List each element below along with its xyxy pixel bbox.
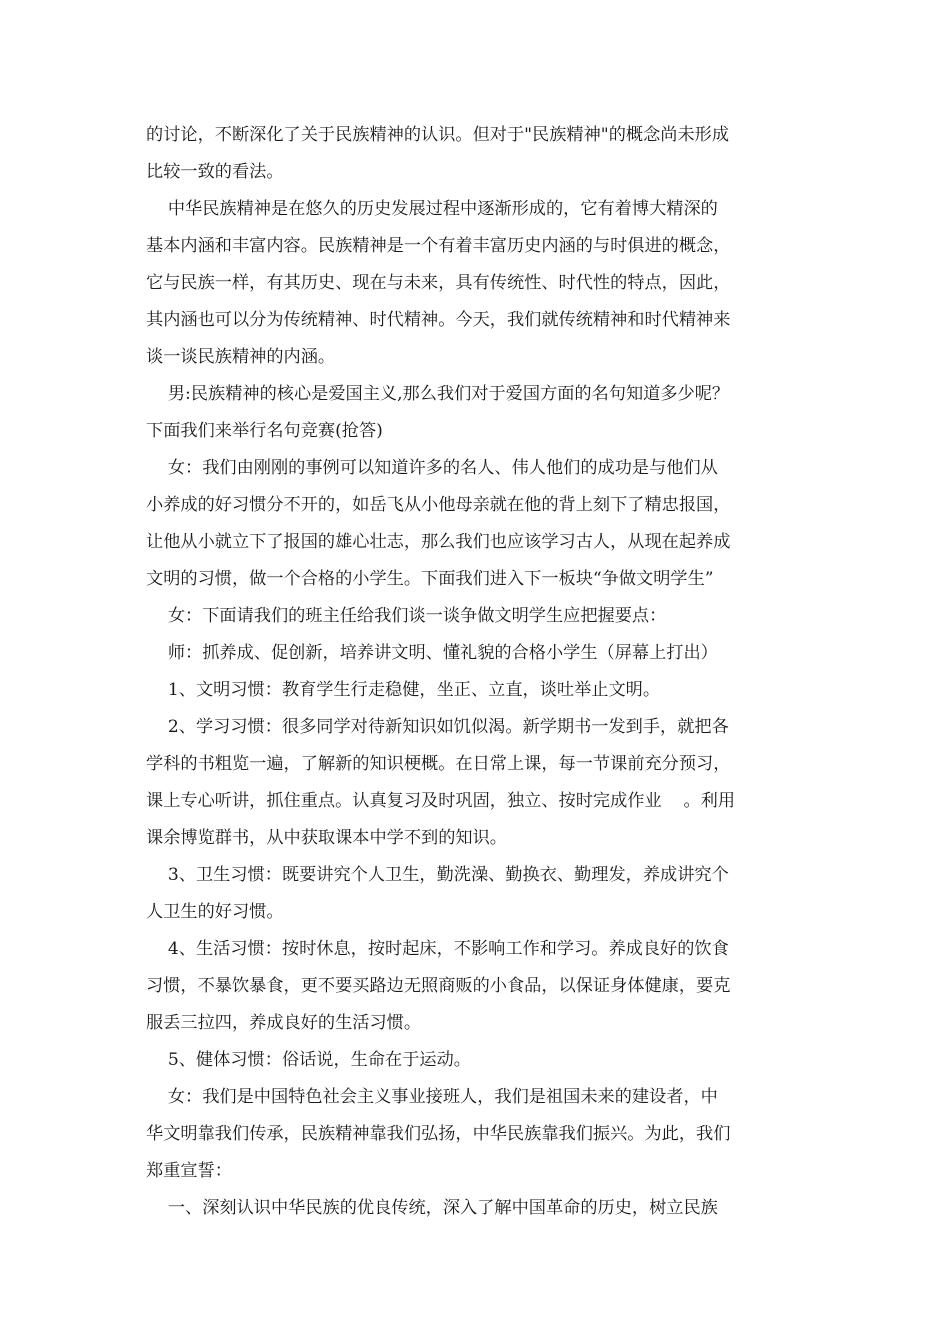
- text-line: 课上专心听讲，抓住重点。认真复习及时巩固，独立、按时完成作业 。利用: [146, 791, 736, 811]
- text-line: 习惯，不暴饮暴食，更不要买路边无照商贩的小食品，以保证身体健康，要克: [146, 976, 731, 996]
- text-line: 的讨论，不断深化了关于民族精神的认识。但对于"民族精神"的概念尚未形成: [146, 125, 730, 145]
- text-line: 3、卫生习惯：既要讲究个人卫生，勤洗澡、勤换衣、勤理发，养成讲究个: [146, 865, 729, 885]
- text-line: 让他从小就立下了报国的雄心壮志，那么我们也应该学习古人，从现在起养成: [146, 532, 731, 552]
- text-line: 基本内涵和丰富内容。民族精神是一个有着丰富历史内涵的与时俱进的概念，: [146, 236, 731, 256]
- text-line: 女：下面请我们的班主任给我们谈一谈争做文明学生应把握要点：: [146, 606, 667, 626]
- text-line: 郑重宣誓：: [146, 1161, 232, 1181]
- text-line: 其内涵也可以分为传统精神、时代精神。今天，我们就传统精神和时代精神来: [146, 310, 731, 330]
- text-line: 2、学习习惯：很多同学对待新知识如饥似渴。新学期书一发到手，就把各: [146, 717, 729, 737]
- text-line: 华文明靠我们传承，民族精神靠我们弘扬，中华民族靠我们振兴。为此，我们: [146, 1124, 731, 1144]
- text-line: 比较一致的看法。: [146, 162, 284, 182]
- text-line: 一、深刻认识中华民族的优良传统，深入了解中国革命的历史，树立民族: [146, 1198, 718, 1218]
- text-line: 1、文明习惯：教育学生行走稳健，坐正、立直，谈吐举止文明。: [146, 680, 661, 700]
- text-line: 男:民族精神的核心是爱国主义,那么我们对于爱国方面的名句知道多少呢？: [146, 384, 730, 404]
- document-body: [146, 117, 836, 1227]
- text-line: 女：我们是中国特色社会主义事业接班人，我们是祖国未来的建设者，中: [146, 1087, 718, 1107]
- text-line: 谈一谈民族精神的内涵。: [146, 347, 336, 367]
- text-line: 中华民族精神是在悠久的历史发展过程中逐渐形成的，它有着博大精深的: [146, 199, 718, 219]
- text-line: 5、健体习惯：俗话说，生命在于运动。: [146, 1050, 471, 1070]
- text-line: 小养成的好习惯分不开的，如岳飞从小他母亲就在他的背上刻下了精忠报国，: [146, 495, 731, 515]
- text-line: 师：抓养成、促创新，培养讲文明、懂礼貌的合格小学生（屏幕上打出）: [146, 643, 718, 663]
- text-line: 人卫生的好习惯。: [146, 902, 284, 922]
- text-line: 课余博览群书，从中获取课本中学不到的知识。: [146, 828, 507, 848]
- text-line: 下面我们来举行名句竞赛(抢答): [146, 421, 383, 441]
- text-line: 学科的书粗览一遍，了解新的知识梗概。在日常上课，每一节课前充分预习，: [146, 754, 731, 774]
- text-line: 文明的习惯，做一个合格的小学生。下面我们进入下一板块“争做文明学生”: [146, 569, 714, 589]
- text-line: 女：我们由刚刚的事例可以知道许多的名人、伟人他们的成功是与他们从: [146, 458, 718, 478]
- text-line: 服丢三拉四，养成良好的生活习惯。: [146, 1013, 422, 1033]
- text-line: 4、生活习惯：按时休息，按时起床，不影响工作和学习。养成良好的饮食: [146, 939, 729, 959]
- text-line: 它与民族一样，有其历史、现在与未来，具有传统性、时代性的特点，因此，: [146, 273, 731, 293]
